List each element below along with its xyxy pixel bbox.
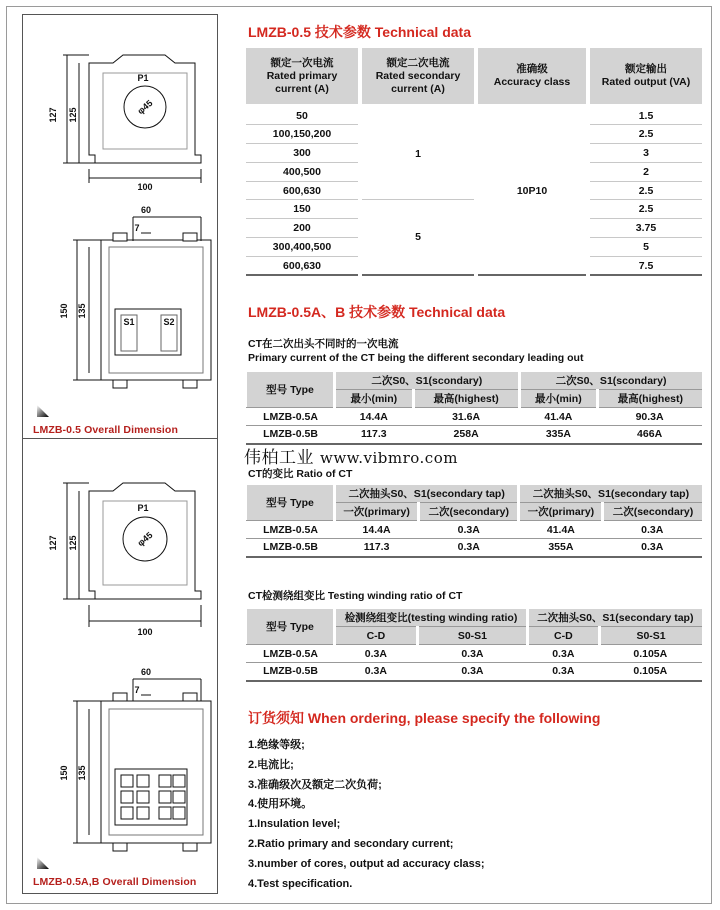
cell: 0.3A	[528, 645, 600, 663]
cell-output: 3	[588, 144, 702, 163]
cell: 0.3A	[335, 645, 418, 663]
cell: 355A	[519, 539, 603, 557]
cell-primary: 200	[246, 219, 360, 238]
list-item: 1.绝缘等级;	[248, 739, 305, 751]
cell-primary: 600,630	[246, 181, 360, 200]
header-sub: S0-S1	[417, 627, 527, 645]
section3-title: 订货须知 When ordering, please specify the following	[248, 710, 601, 726]
list-item: 4.使用环境。	[248, 798, 313, 811]
note-cn-primary-current: CT在二次出头不同时的一次电流	[248, 338, 399, 350]
dim-diameter: φ45	[135, 97, 155, 117]
caption-lmzb-05: LMZB-0.5 Overall Dimension	[33, 424, 178, 436]
note-testing-winding: CT检测绕组变比 Testing winding ratio of CT	[248, 590, 463, 602]
label-p1: P1	[137, 73, 149, 83]
dim-7-b: 7	[134, 685, 140, 695]
cell-output: 2.5	[588, 200, 702, 219]
dim-60-b: 60	[140, 667, 152, 677]
cell-primary: 50	[246, 106, 360, 125]
watermark	[244, 443, 458, 468]
header-sub: 一次(primary)	[519, 503, 603, 521]
lmzb-05-drawing	[23, 15, 217, 439]
cell-primary: 300,400,500	[246, 238, 360, 257]
cell-output: 5	[588, 238, 702, 257]
header-group: 二次S0、S1(scondary)	[519, 372, 701, 390]
header-sub: 最高(highest)	[413, 390, 519, 408]
cell: 0.3A	[417, 663, 527, 681]
dim-127: 127	[48, 107, 58, 123]
header-sub: 一次(primary)	[335, 503, 419, 521]
dim-125: 125	[68, 107, 78, 123]
technical-data-table	[246, 48, 702, 276]
header-accuracy-class	[476, 48, 588, 106]
cell: 31.6A	[413, 408, 519, 426]
cell: 117.3	[335, 539, 419, 557]
header-type: 型号 Type	[247, 372, 335, 408]
cell: 0.3A	[419, 539, 519, 557]
cell-output: 3.75	[588, 219, 702, 238]
cell: LMZB-0.5B	[247, 426, 335, 444]
ratio-table	[246, 484, 702, 558]
header-rated-primary	[246, 48, 360, 106]
cell: 0.3A	[335, 663, 418, 681]
cell: 0.3A	[603, 521, 702, 539]
table-row	[247, 663, 702, 681]
cell: LMZB-0.5A	[247, 408, 335, 426]
header-sub: 二次(secondary)	[419, 503, 519, 521]
cell-primary: 600,630	[246, 256, 360, 275]
label-p1-b: P1	[137, 503, 149, 513]
cell-primary: 150	[246, 200, 360, 219]
header-group: 二次抽头S0、S1(secondary tap)	[528, 609, 702, 627]
header-text: Accuracy class	[493, 76, 571, 88]
terminal-s2: S2	[163, 317, 175, 327]
header-text: Rated output (VA)	[601, 76, 691, 88]
header-sub: 最小(min)	[335, 390, 414, 408]
header-text: 额定一次电流	[270, 56, 334, 69]
cell-accuracy: 10P10	[476, 106, 588, 275]
cell: 14.4A	[335, 521, 419, 539]
caption-lmzb-05ab: LMZB-0.5A,B Overall Dimension	[33, 876, 197, 888]
dim-100-b: 100	[137, 627, 153, 637]
cell-primary: 300	[246, 144, 360, 163]
section2-title: LMZB-0.5A、B 技术参数 Technical data	[248, 304, 506, 320]
cell-primary: 100,150,200	[246, 125, 360, 144]
header-text: 准确级	[516, 63, 548, 75]
cell-secondary: 5	[360, 200, 476, 275]
dim-150-b: 150	[59, 765, 69, 781]
header-type: 型号 Type	[247, 485, 335, 521]
cell: 41.4A	[519, 408, 598, 426]
cell: 117.3	[335, 426, 414, 444]
header-group: 二次抽头S0、S1(secondary tap)	[335, 485, 519, 503]
header-group: 检测绕组变比(testing winding ratio)	[335, 609, 528, 627]
cell: LMZB-0.5A	[247, 645, 335, 663]
cell: 14.4A	[335, 408, 414, 426]
dim-135: 135	[77, 303, 87, 319]
header-text: current (A)	[275, 82, 329, 95]
cell-primary: 400,500	[246, 162, 360, 181]
cell: 258A	[413, 426, 519, 444]
header-text: current (A)	[391, 82, 445, 95]
cell-output: 2.5	[588, 181, 702, 200]
dim-150: 150	[59, 303, 69, 319]
cell-secondary: 1	[360, 106, 476, 200]
dim-127-b: 127	[48, 535, 58, 551]
table-row	[247, 521, 702, 539]
header-text: Rated secondary	[375, 69, 461, 82]
header-rated-output	[588, 48, 702, 106]
header-sub: S0-S1	[599, 627, 701, 645]
table-row	[247, 539, 702, 557]
header-group: 二次抽头S0、S1(secondary tap)	[519, 485, 702, 503]
header-sub: C-D	[528, 627, 600, 645]
table-row	[247, 426, 702, 444]
dimension-drawings-column	[22, 14, 218, 894]
header-sub: 最小(min)	[519, 390, 598, 408]
terminal-s1: S1	[123, 317, 135, 327]
ordering-list	[248, 736, 485, 894]
list-item: 3.number of cores, output ad accuracy class;	[248, 857, 485, 870]
header-group: 二次S0、S1(scondary)	[335, 372, 520, 390]
dim-125-b: 125	[68, 535, 78, 551]
cell: 0.105A	[599, 663, 701, 681]
list-item: 1.Insulation level;	[248, 818, 341, 831]
testing-winding-table	[246, 608, 702, 682]
cell: 0.105A	[599, 645, 701, 663]
lmzb-05ab-dimension-panel	[23, 439, 217, 893]
list-item: 2.Ratio primary and secondary current;	[248, 837, 454, 850]
header-sub: 二次(secondary)	[603, 503, 702, 521]
section1-title: LMZB-0.5 技术参数 Technical data	[248, 24, 471, 40]
lmzb-05-dimension-panel	[23, 15, 217, 439]
primary-current-table	[246, 371, 702, 445]
cell-output: 1.5	[588, 106, 702, 125]
dim-135-b: 135	[77, 765, 87, 781]
cell-output: 2	[588, 162, 702, 181]
cell: 90.3A	[598, 408, 702, 426]
cell: LMZB-0.5A	[247, 521, 335, 539]
cell: 0.3A	[419, 521, 519, 539]
cell: 41.4A	[519, 521, 603, 539]
dim-diameter-b: φ45	[135, 529, 155, 549]
cell: 0.3A	[417, 645, 527, 663]
table-row	[247, 645, 702, 663]
lmzb-05ab-drawing	[23, 439, 217, 893]
note-ratio: CT的变比 Ratio of CT	[248, 468, 353, 480]
header-type: 型号 Type	[247, 609, 335, 645]
header-text: 额定输出	[625, 63, 667, 75]
header-text: 额定二次电流	[386, 56, 450, 69]
cell: LMZB-0.5B	[247, 663, 335, 681]
cell-output: 7.5	[588, 256, 702, 275]
dim-60: 60	[140, 205, 152, 215]
list-item: 2.电流比;	[248, 758, 294, 771]
dim-100: 100	[137, 182, 153, 192]
cell: 0.3A	[528, 663, 600, 681]
dim-7: 7	[134, 223, 140, 233]
header-sub: 最高(highest)	[598, 390, 702, 408]
list-item: 3.准确级次及额定二次负荷;	[248, 778, 382, 791]
header-rated-secondary	[360, 48, 476, 106]
cell-output: 2.5	[588, 125, 702, 144]
watermark-cn: 伟柏工业	[244, 448, 314, 467]
note-en-primary-current: Primary current of the CT being the different secondary leading out	[248, 352, 584, 364]
watermark-url: www.vibmro.com	[320, 449, 458, 467]
cell: 466A	[598, 426, 702, 444]
cell: LMZB-0.5B	[247, 539, 335, 557]
header-text: Rated primary	[266, 69, 338, 82]
cell: 335A	[519, 426, 598, 444]
cell: 0.3A	[603, 539, 702, 557]
header-sub: C-D	[335, 627, 418, 645]
list-item: 4.Test specification.	[248, 877, 353, 890]
table-row	[247, 408, 702, 426]
